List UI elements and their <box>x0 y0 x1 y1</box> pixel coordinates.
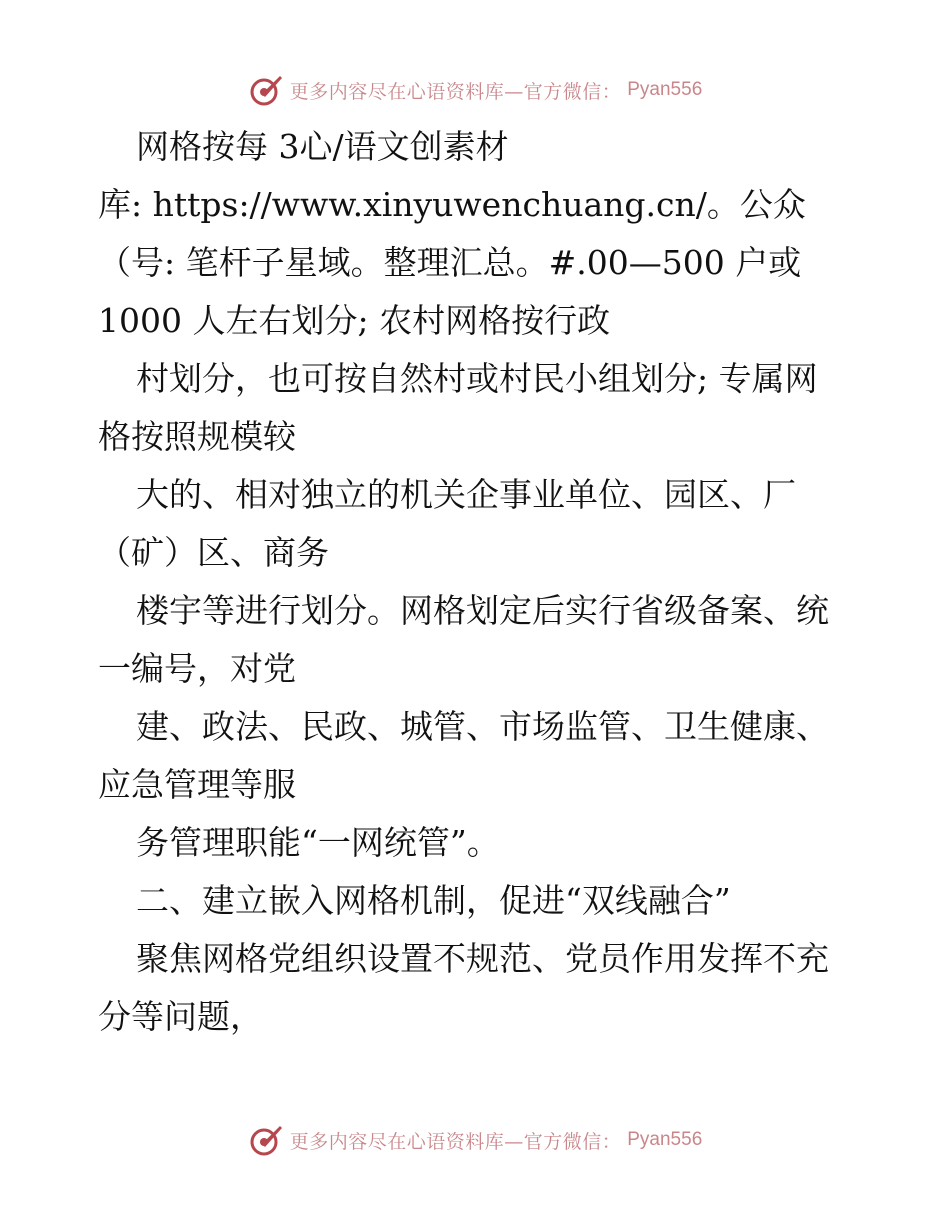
watermark-text: 更多内容尽在心语资料库—官方微信： <box>289 80 622 103</box>
watermark-footer <box>0 1120 950 1160</box>
quill-logo-icon <box>248 1122 284 1158</box>
text-line: 1000 人左右划分; 农村网格按行政 <box>98 301 611 340</box>
watermark-contact: Pyan556 <box>627 1129 703 1150</box>
text-line: 应急管理等服 <box>98 765 296 804</box>
text-line: 务管理职能“一网统管”。 <box>136 823 500 862</box>
quill-logo-icon <box>248 72 284 108</box>
watermark-text: 更多内容尽在心语资料库—官方微信： <box>289 1130 622 1153</box>
text-line: 库: https://www.xinyuwenchuang.cn/。公众 <box>98 185 806 224</box>
text-line: 大的、相对独立的机关企事业单位、园区、厂 <box>136 475 796 514</box>
text-line: 一编号，对党 <box>98 649 296 688</box>
text-line: （号: 笔杆子星域。整理汇总。#.00—500 户或 <box>98 243 802 282</box>
text-line: （矿）区、商务 <box>98 533 329 572</box>
text-line: 分等问题， <box>98 997 263 1036</box>
text-line: 聚焦网格党组织设置不规范、党员作用发挥不充 <box>136 939 829 978</box>
text-line: 建、政法、民政、城管、市场监管、卫生健康、 <box>136 707 829 746</box>
watermark-contact: Pyan556 <box>627 79 703 100</box>
text-line: 村划分，也可按自然村或村民小组划分; 专属网 <box>136 359 818 398</box>
text-line: 格按照规模较 <box>98 417 296 456</box>
text-line: 网格按每 3心/语文创素材 <box>136 127 509 166</box>
text-line: 楼宇等进行划分。网格划定后实行省级备案、统 <box>136 591 829 630</box>
watermark-header <box>0 70 950 110</box>
document-body <box>98 118 868 1046</box>
section-heading: 二、建立嵌入网格机制，促进“双线融合” <box>136 881 731 920</box>
